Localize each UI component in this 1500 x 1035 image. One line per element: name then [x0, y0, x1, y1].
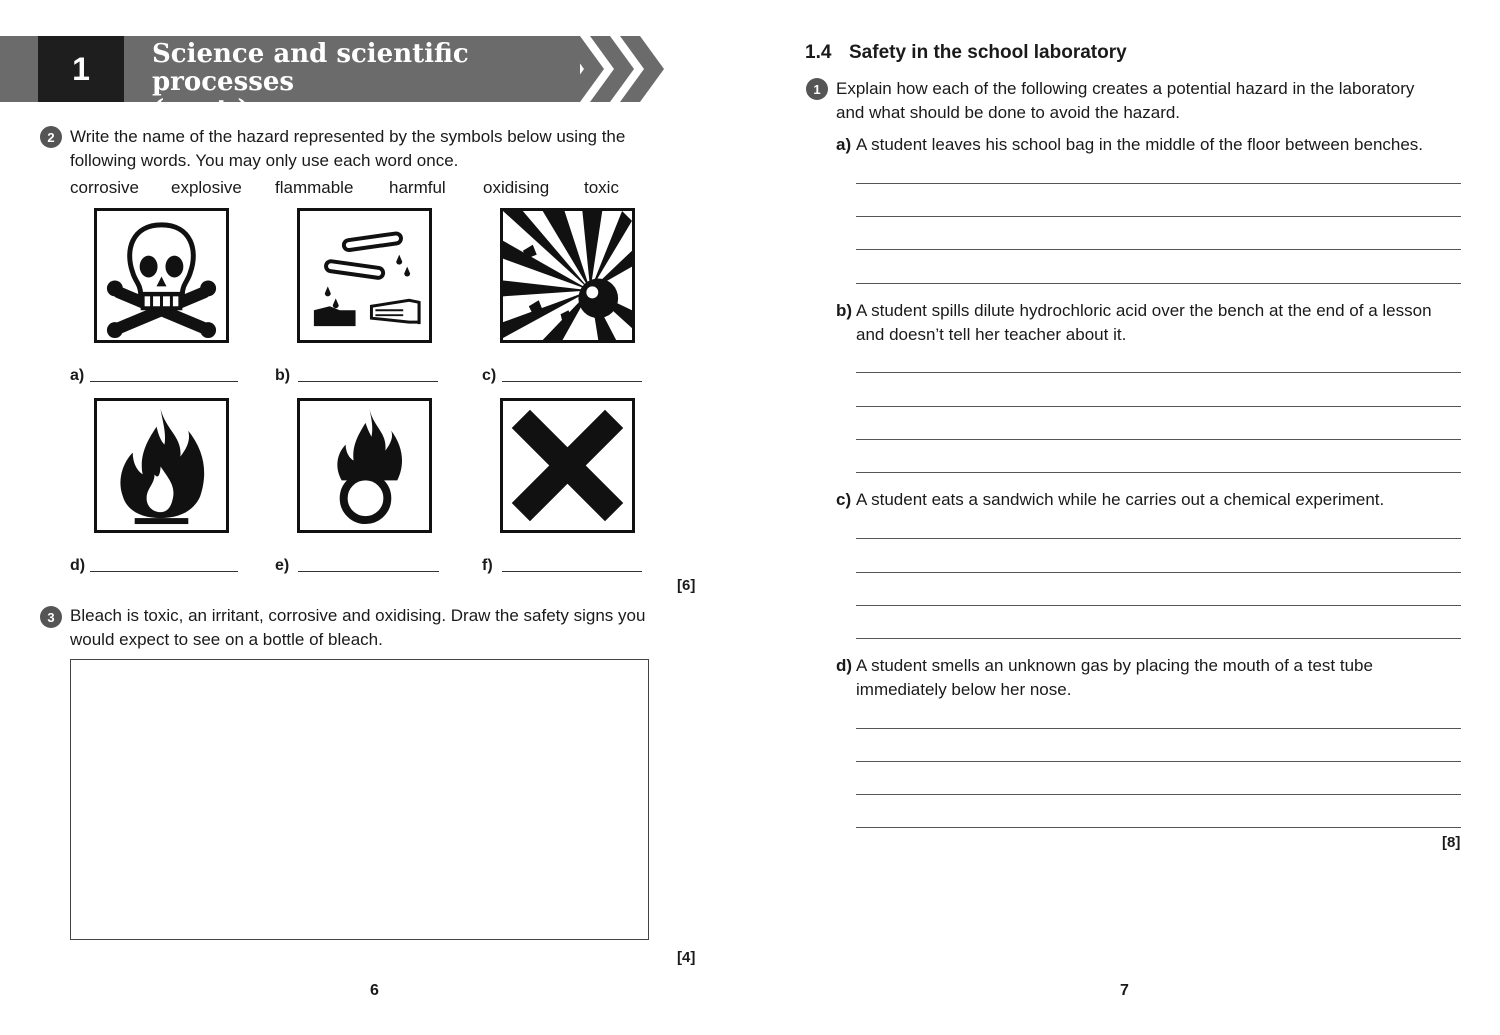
- question-3-line1: Bleach is toxic, an irritant, corrosive and oxidising. Draw the safety signs you: [70, 606, 646, 625]
- part-d-text: [856, 654, 1373, 702]
- part-d-label: d): [836, 656, 853, 675]
- answer-line[interactable]: [856, 638, 1461, 639]
- answer-line-e[interactable]: [298, 571, 439, 572]
- chapter-title-line2: (cont.): [152, 95, 250, 125]
- question-1-badge: 1: [806, 78, 828, 100]
- section-number: 1.4: [805, 42, 832, 63]
- answer-line[interactable]: [856, 439, 1461, 440]
- oxidising-symbol: [297, 398, 432, 533]
- answer-line[interactable]: [856, 406, 1461, 407]
- part-c-label: c): [836, 490, 852, 509]
- question-1-line2: and what should be done to avoid the hazard.: [836, 103, 1181, 122]
- label-c: c): [482, 367, 497, 384]
- flame-over-circle-icon: [300, 401, 429, 530]
- label-a: a): [70, 367, 85, 384]
- word-explosive: explosive: [171, 178, 242, 197]
- answer-line[interactable]: [856, 249, 1461, 250]
- answer-line-f[interactable]: [502, 571, 642, 572]
- question-2-line2: following words. You may only use each word once.: [70, 151, 459, 170]
- label-f: f): [482, 557, 493, 574]
- word-toxic: toxic: [584, 178, 619, 197]
- label-b: b): [275, 367, 291, 384]
- question-1-marks: [8]: [1442, 834, 1461, 851]
- part-b-label: b): [836, 301, 853, 320]
- chapter-number: 1: [38, 36, 124, 102]
- corrosive-symbol: [297, 208, 432, 343]
- part-c-text: A student eats a sandwich while he carries out a chemical experiment.: [856, 490, 1385, 509]
- x-cross-icon: [503, 401, 632, 530]
- answer-line-d[interactable]: [90, 571, 238, 572]
- part-b-text: [856, 299, 1432, 347]
- answer-line[interactable]: [856, 827, 1461, 828]
- question-1-text: [836, 77, 1414, 125]
- section-title: Safety in the school laboratory: [849, 42, 1127, 63]
- answer-line[interactable]: [856, 605, 1461, 606]
- toxic-symbol: [94, 208, 229, 343]
- answer-line[interactable]: [856, 794, 1461, 795]
- question-2-marks: [6]: [677, 577, 696, 594]
- question-3-marks: [4]: [677, 949, 696, 966]
- drawing-answer-box[interactable]: [70, 659, 649, 940]
- answer-line-a[interactable]: [90, 381, 238, 382]
- question-3-line2: would expect to see on a bottle of bleach.: [70, 630, 383, 649]
- answer-line[interactable]: [856, 216, 1461, 217]
- word-oxidising: oxidising: [483, 178, 550, 197]
- part-b-line2: and doesn’t tell her teacher about it.: [856, 325, 1127, 344]
- label-d: d): [70, 557, 86, 574]
- explosive-icon: [503, 211, 632, 340]
- chapter-title-line1: Science and scientific processes: [152, 39, 469, 97]
- answer-line[interactable]: [856, 728, 1461, 729]
- answer-line[interactable]: [856, 472, 1461, 473]
- flame-icon: [97, 401, 226, 530]
- word-harmful: harmful: [389, 178, 446, 197]
- answer-line[interactable]: [856, 572, 1461, 573]
- harmful-symbol: [500, 398, 635, 533]
- answer-line[interactable]: [856, 283, 1461, 284]
- label-e: e): [275, 557, 290, 574]
- page-number-left: 6: [370, 982, 379, 999]
- question-2-text: [70, 125, 625, 173]
- part-b-line1: A student spills dilute hydrochloric acid over the bench at the end of a lesson: [856, 301, 1432, 320]
- question-2-line1: Write the name of the hazard represented by the symbols below using the: [70, 127, 626, 146]
- corrosive-icon: [300, 211, 429, 340]
- answer-line-b[interactable]: [298, 381, 438, 382]
- question-3-badge: 3: [40, 606, 62, 628]
- question-3-text: [70, 604, 645, 652]
- flammable-symbol: [94, 398, 229, 533]
- question-1-line1: Explain how each of the following creates a potential hazard in the laboratory: [836, 79, 1415, 98]
- answer-line[interactable]: [856, 538, 1461, 539]
- answer-line-c[interactable]: [502, 381, 642, 382]
- explosive-symbol: [500, 208, 635, 343]
- question-2-badge: 2: [40, 126, 62, 148]
- skull-crossbones-icon: [97, 211, 226, 340]
- chapter-title: [152, 40, 582, 124]
- answer-line[interactable]: [856, 183, 1461, 184]
- part-a-text: A student leaves his school bag in the middle of the floor between benches.: [856, 135, 1424, 154]
- part-d-line2: immediately below her nose.: [856, 680, 1072, 699]
- word-corrosive: corrosive: [70, 178, 139, 197]
- page-number-right: 7: [1120, 982, 1129, 999]
- part-d-line1: A student smells an unknown gas by placing the mouth of a test tube: [856, 656, 1373, 675]
- word-flammable: flammable: [275, 178, 354, 197]
- answer-line[interactable]: [856, 372, 1461, 373]
- part-a-label: a): [836, 135, 852, 154]
- answer-line[interactable]: [856, 761, 1461, 762]
